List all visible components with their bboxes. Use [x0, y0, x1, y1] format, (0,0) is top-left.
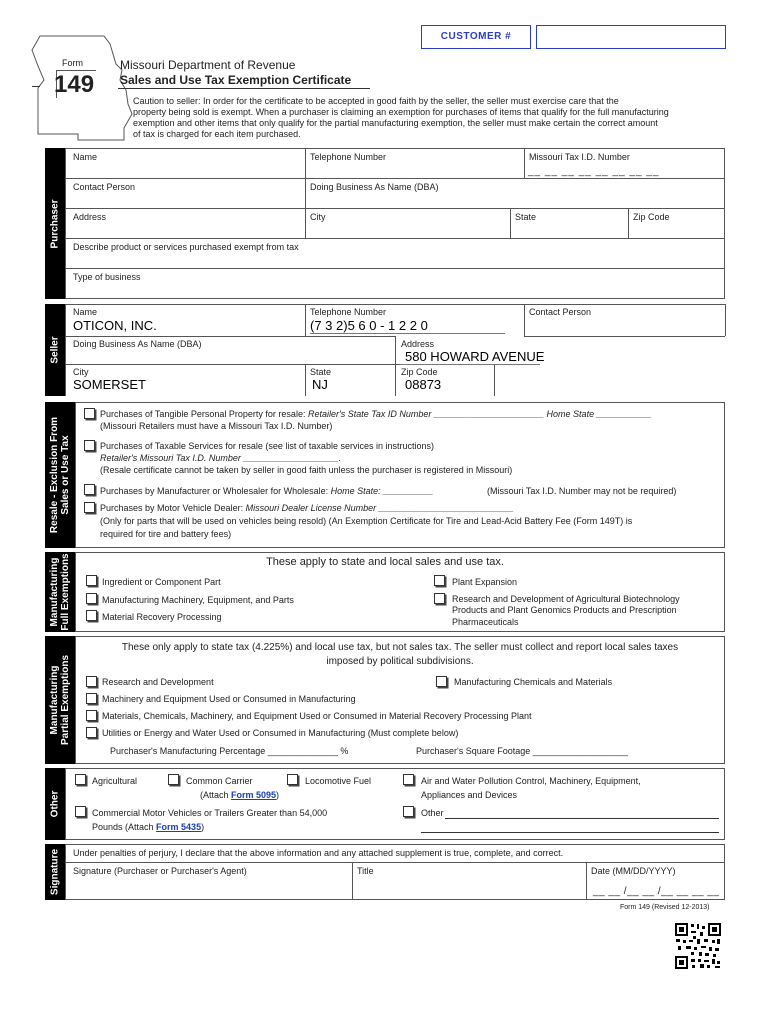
- seller-zip-label: Zip Code: [401, 367, 438, 377]
- mfg-recovery-checkbox[interactable]: [86, 610, 97, 621]
- other-common-carrier-checkbox[interactable]: [168, 774, 179, 785]
- date-field-label: Date (MM/DD/YYYY): [591, 866, 676, 876]
- mfg-ingredient-label: Ingredient or Component Part: [102, 577, 221, 587]
- seller-zip-field[interactable]: 08873: [405, 377, 442, 392]
- signature-field[interactable]: Signature (Purchaser or Purchaser's Agent): [73, 866, 247, 876]
- mfg-full-heading: These apply to state and local sales and use tax.: [266, 556, 504, 568]
- other-common-carrier-label: Common Carrier: [186, 776, 253, 786]
- resale-item1-text: Purchases of Tangible Personal Property for resale: Retailer's State Tax ID Number ______________________ Home State ___________: [100, 409, 652, 419]
- purchaser-taxid-blanks: __ __ __ __ __ __ __ __: [528, 166, 660, 177]
- resale-dealer-checkbox[interactable]: [84, 502, 95, 513]
- form-5435-link[interactable]: Form 5435: [156, 822, 202, 832]
- form-5095-link[interactable]: Form 5095: [231, 790, 277, 800]
- purchaser-business-type-field[interactable]: Type of business: [73, 272, 141, 282]
- purchaser-section-bar: Purchaser: [45, 148, 65, 299]
- perjury-statement: Under penalties of perjury, I declare that the above information and any attached supplement is true, complete, and correct.: [73, 848, 564, 858]
- resale-item2-text: Purchases of Taxable Services for resale (see list of taxable services in instructions): [100, 441, 434, 451]
- partial-materials-checkbox[interactable]: [86, 710, 97, 721]
- partial-utilities-label: Utilities or Energy and Water Used or Consumed in Manufacturing (Must complete below): [102, 728, 459, 738]
- other-commercial-vehicles-label: Commercial Motor Vehicles or Trailers Greater than 54,000: [92, 808, 328, 818]
- resale-item4-note: (Only for parts that will be used on vehicles being resold) (An Exemption Certificate for Tire and Lead-Acid Battery Fee (Form 149T) is: [100, 516, 633, 526]
- resale-item2-taxid: Retailer's Missouri Tax I.D. Number ___________________.: [100, 453, 342, 463]
- customer-number-input[interactable]: [536, 25, 726, 49]
- purchaser-city-field[interactable]: City: [310, 212, 326, 222]
- qr-code: [674, 922, 722, 970]
- partial-percentage-field[interactable]: Purchaser's Manufacturing Percentage ______________ %: [110, 746, 349, 756]
- seller-city-label: City: [73, 367, 89, 377]
- purchaser-contact-field[interactable]: Contact Person: [73, 182, 136, 192]
- other-agricultural-checkbox[interactable]: [75, 774, 86, 785]
- form-label: Form: [62, 58, 83, 68]
- purchaser-zip-field[interactable]: Zip Code: [633, 212, 670, 222]
- form-number: 149: [54, 71, 95, 98]
- partial-research-label: Research and Development: [102, 677, 214, 687]
- other-air-water-label-2: Appliances and Devices: [421, 790, 518, 800]
- partial-footage-field[interactable]: Purchaser's Square Footage ___________________: [416, 746, 628, 756]
- seller-section-bar: Seller: [45, 304, 65, 396]
- agency-name: Missouri Department of Revenue: [120, 58, 296, 72]
- form-title: Sales and Use Tax Exemption Certificate: [120, 73, 352, 87]
- other-air-water-checkbox[interactable]: [403, 774, 414, 785]
- resale-wholesale-checkbox[interactable]: [84, 484, 95, 495]
- seller-state-label: State: [310, 367, 332, 377]
- other-other-input-2[interactable]: [421, 832, 719, 833]
- mfg-partial-section-bar: Manufacturing Partial Exemptions: [45, 636, 75, 764]
- resale-item4-note2: required for tire and battery fees): [100, 529, 232, 539]
- seller-name-field[interactable]: OTICON, INC.: [73, 318, 157, 333]
- purchaser-taxid-field[interactable]: Missouri Tax I.D. Number: [529, 152, 630, 162]
- other-form-5095-note: (Attach Form 5095): [200, 790, 280, 800]
- date-field[interactable]: __ __ /__ __ /__ __ __ __: [593, 886, 720, 897]
- resale-services-checkbox[interactable]: [84, 440, 95, 451]
- partial-utilities-checkbox[interactable]: [86, 727, 97, 738]
- other-locomotive-checkbox[interactable]: [287, 774, 298, 785]
- mfg-research-biotech-checkbox[interactable]: [434, 593, 445, 604]
- form-revision: Form 149 (Revised 12-2013): [620, 904, 710, 911]
- title-field[interactable]: Title: [357, 866, 374, 876]
- mfg-research-biotech-label-3: Pharmaceuticals: [452, 617, 519, 627]
- purchaser-phone-field[interactable]: Telephone Number: [310, 152, 387, 162]
- other-agricultural-label: Agricultural: [92, 776, 138, 786]
- mfg-full-section-bar: Manufacturing Full Exemptions: [45, 552, 75, 632]
- other-other-input[interactable]: [445, 818, 719, 819]
- partial-machinery-checkbox[interactable]: [86, 693, 97, 704]
- purchaser-state-field[interactable]: State: [515, 212, 537, 222]
- seller-phone-field[interactable]: (7 3 2)5 6 0 - 1 2 2 0: [310, 318, 428, 333]
- resale-tangible-checkbox[interactable]: [84, 408, 95, 419]
- seller-dba-field[interactable]: Doing Business As Name (DBA): [73, 339, 202, 349]
- purchaser-name-field[interactable]: Name: [73, 152, 98, 162]
- mfg-machinery-label: Manufacturing Machinery, Equipment, and Parts: [102, 595, 294, 605]
- other-form-5435-note: Pounds (Attach Form 5435): [92, 822, 205, 832]
- other-air-water-label: Air and Water Pollution Control, Machinery, Equipment,: [421, 776, 641, 786]
- other-locomotive-label: Locomotive Fuel: [305, 776, 372, 786]
- purchaser-describe-field[interactable]: Describe product or services purchased exempt from tax: [73, 242, 299, 252]
- other-other-label: Other: [421, 808, 444, 818]
- partial-machinery-label: Machinery and Equipment Used or Consumed in Manufacturing: [102, 694, 356, 704]
- resale-item4-text: Purchases by Motor Vehicle Dealer: Missouri Dealer License Number ___________________________: [100, 503, 514, 513]
- header-dash: [32, 86, 40, 87]
- title-underline: [118, 88, 370, 89]
- resale-item3-text: Purchases by Manufacturer or Wholesaler for Wholesale: Home State: __________: [100, 486, 434, 496]
- resale-section-bar: Resale - Exclusion From Sales or Use Tax: [45, 402, 75, 548]
- seller-phone-label: Telephone Number: [310, 307, 387, 317]
- partial-chemicals-label: Manufacturing Chemicals and Materials: [454, 677, 613, 687]
- resale-item1-note: (Missouri Retailers must have a Missouri Tax I.D. Number): [100, 421, 333, 431]
- other-other-checkbox[interactable]: [403, 806, 414, 817]
- customer-label: CUSTOMER #: [440, 31, 512, 42]
- resale-item2-note: (Resale certificate cannot be taken by seller in good faith unless the purchaser is registered in Missouri): [100, 465, 513, 475]
- mfg-plant-expansion-label: Plant Expansion: [452, 577, 518, 587]
- seller-state-field[interactable]: NJ: [312, 377, 328, 392]
- mfg-research-biotech-label: Research and Development of Agricultural Biotechnology: [452, 594, 680, 604]
- caution-text: Caution to seller: In order for the certificate to be accepted in good faith by the seller, the seller must exercise care that the property being sold is exempt. When a purchaser is claiming an exemption for purchases of items that qualify for the full manufacturing exemption and other items that only qualify for the partial manufacturing exemption, the seller must make certain the correct amount of tax is charged for each item purchased.: [133, 96, 669, 139]
- seller-address-label: Address: [401, 339, 435, 349]
- seller-name-label: Name: [73, 307, 98, 317]
- mfg-machinery-checkbox[interactable]: [86, 593, 97, 604]
- seller-address-field[interactable]: 580 HOWARD AVENUE: [405, 349, 545, 364]
- mfg-ingredient-checkbox[interactable]: [86, 575, 97, 586]
- partial-chemicals-checkbox[interactable]: [436, 676, 447, 687]
- seller-city-field[interactable]: SOMERSET: [73, 377, 146, 392]
- other-section-bar: Other: [45, 768, 65, 840]
- partial-materials-label: Materials, Chemicals, Machinery, and Equipment Used or Consumed in Material Recovery Processing Plant: [102, 711, 532, 721]
- resale-item3-note: (Missouri Tax I.D. Number may not be required): [487, 486, 677, 496]
- other-commercial-vehicles-checkbox[interactable]: [75, 806, 86, 817]
- customer-label-box: [421, 25, 531, 49]
- mfg-partial-heading-2: imposed by political subdivisions.: [326, 656, 474, 667]
- mfg-plant-expansion-checkbox[interactable]: [434, 575, 445, 586]
- signature-section-bar: Signature: [45, 844, 65, 900]
- mfg-recovery-label: Material Recovery Processing: [102, 612, 222, 622]
- purchaser-dba-field[interactable]: Doing Business As Name (DBA): [310, 182, 439, 192]
- mfg-research-biotech-label-2: Products and Plant Genomics Products and Prescription: [452, 605, 677, 615]
- partial-research-checkbox[interactable]: [86, 676, 97, 687]
- purchaser-address-field[interactable]: Address: [73, 212, 107, 222]
- mfg-partial-heading: These only apply to state tax (4.225%) and local use tax, but not sales tax. The seller must collect and report local sales taxes: [121, 642, 679, 653]
- seller-contact-field[interactable]: Contact Person: [529, 307, 592, 317]
